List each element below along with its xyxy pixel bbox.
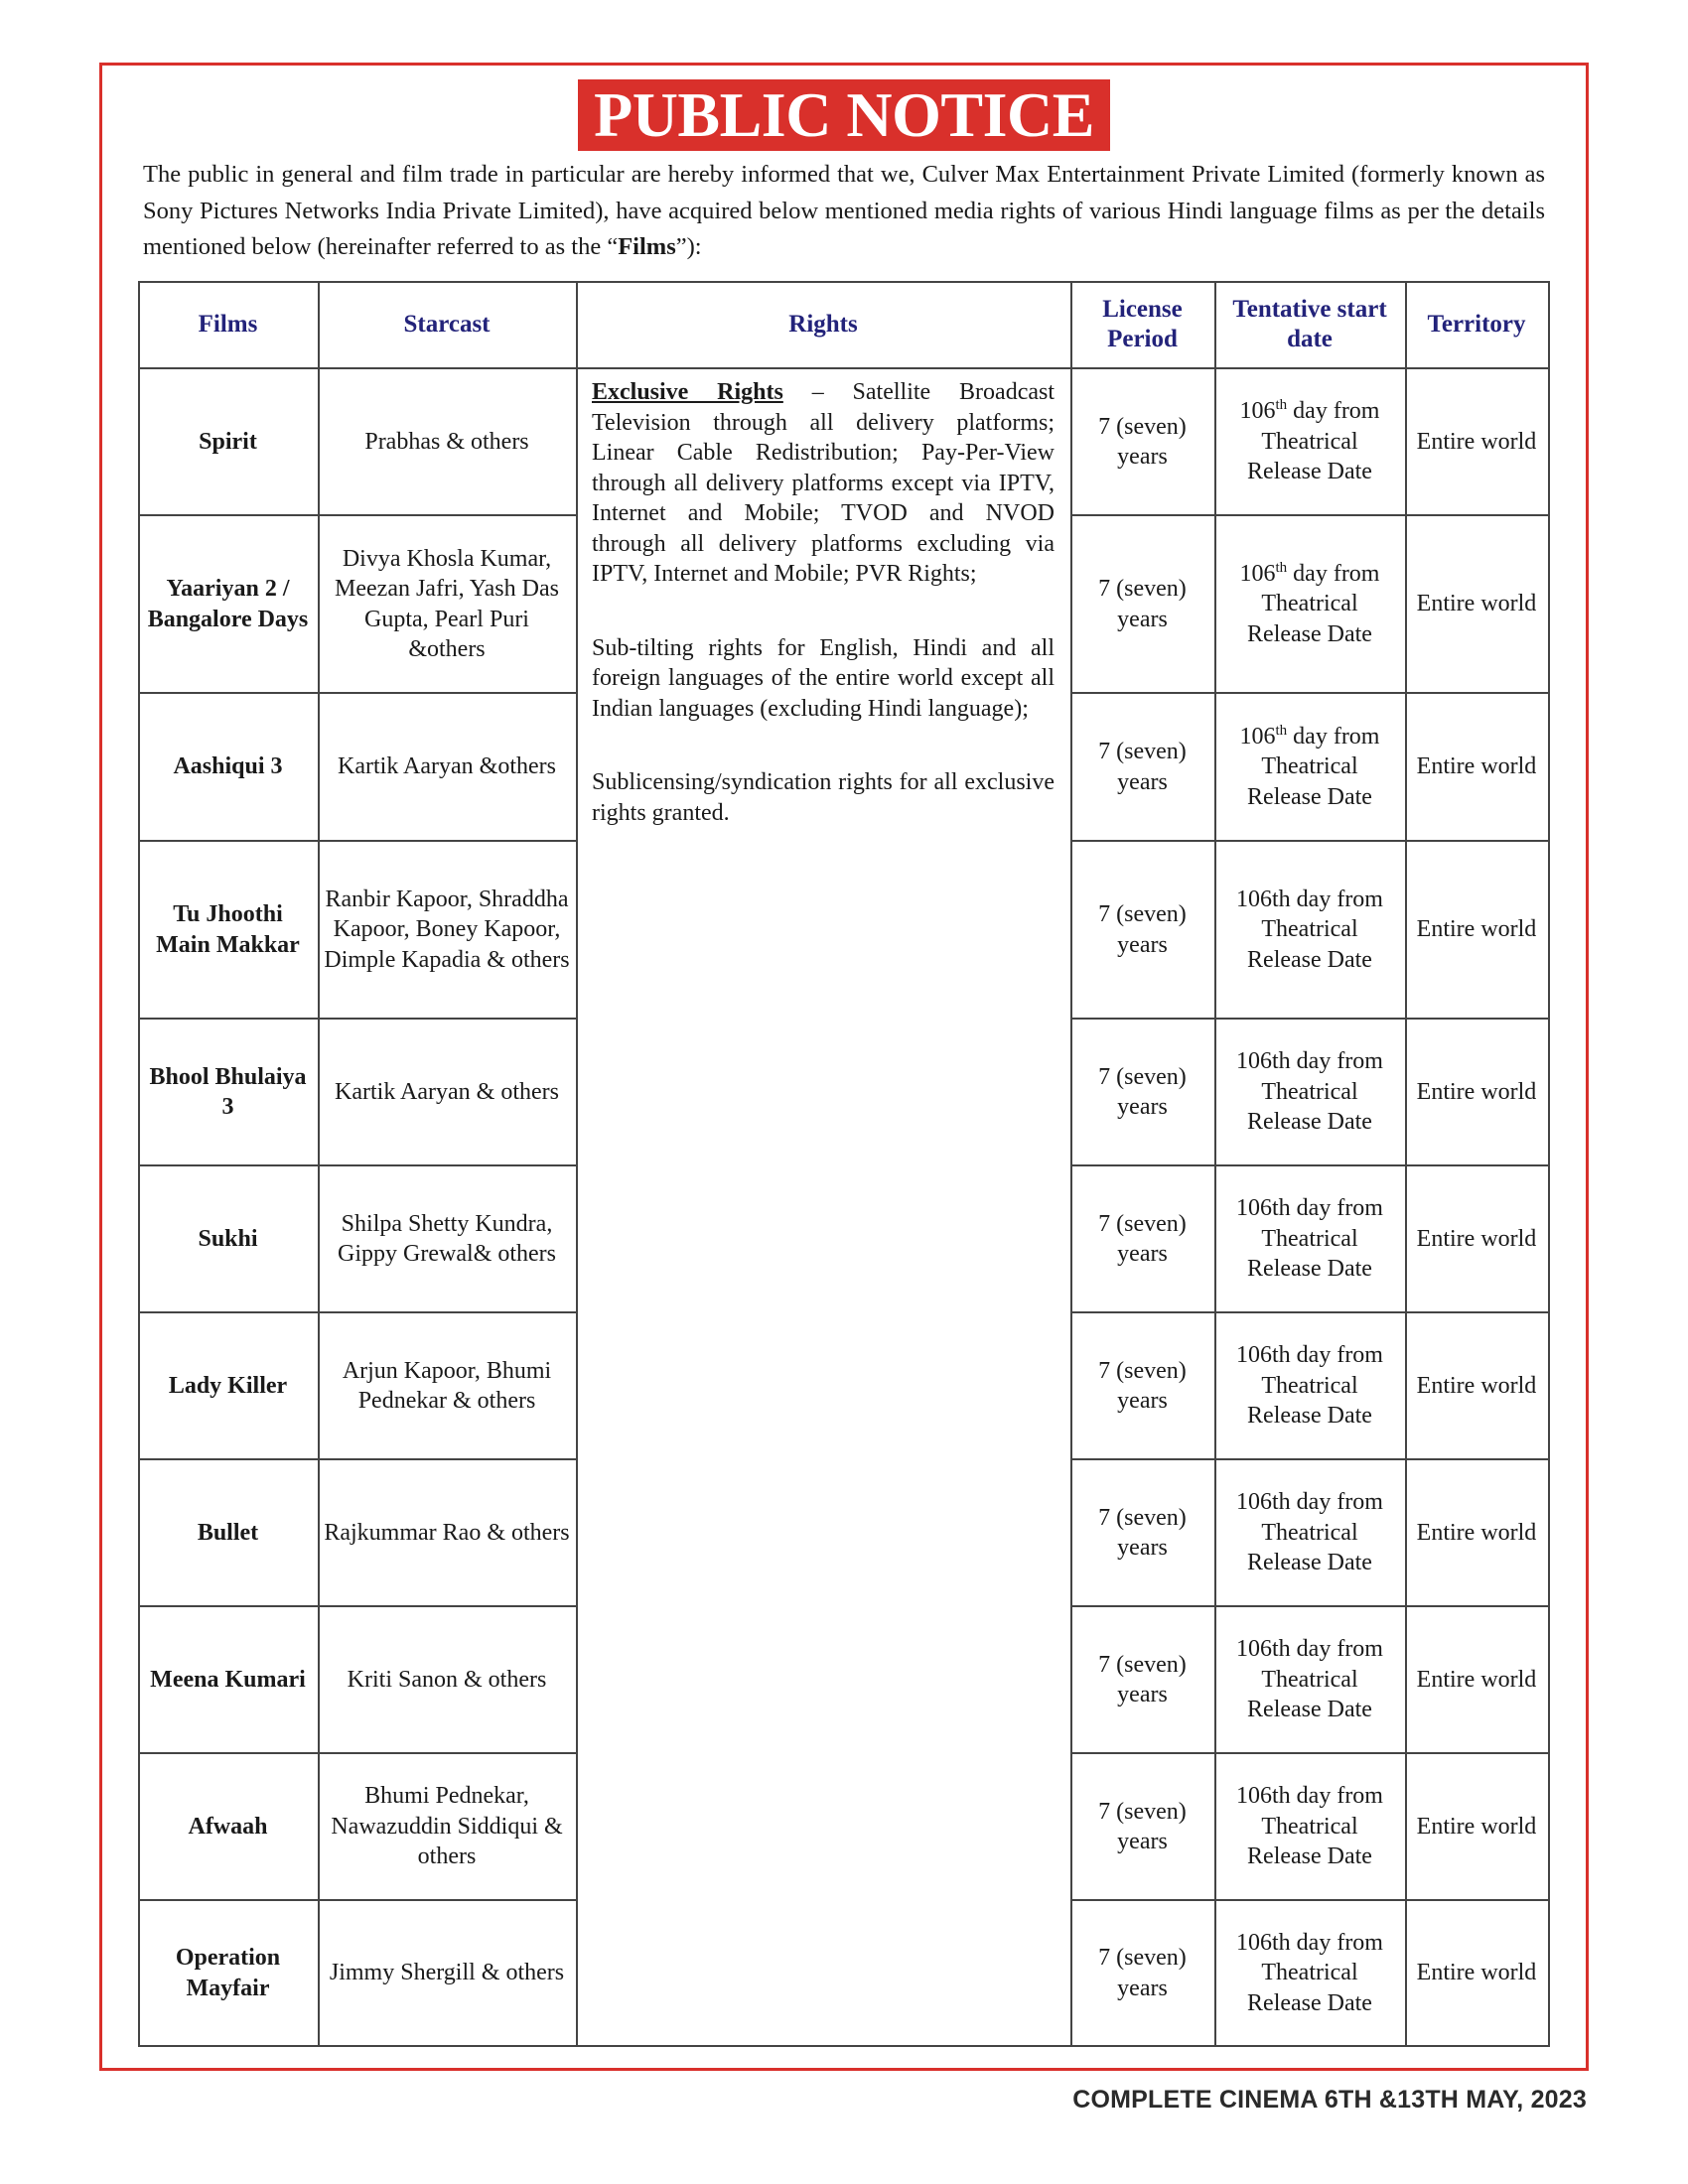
start-date-text — [1236, 1046, 1383, 1138]
intro-films-term: Films — [618, 233, 676, 260]
start-day-number: 106 — [1239, 398, 1276, 425]
territory: Entire world — [1416, 591, 1537, 617]
territory: Entire world — [1416, 1225, 1537, 1252]
start-day-suffix: th — [1275, 397, 1288, 414]
start-day-rest: day from Theatrical Release Date — [1247, 723, 1380, 810]
header-films: Films — [198, 310, 258, 338]
film-title: Operation Mayfair — [175, 1945, 281, 2001]
start-date — [1214, 369, 1405, 514]
start-day-rest: day from Theatrical Release Date — [1247, 1636, 1383, 1723]
rights-sublicensing: Sublicensing/syndication rights for all exclusive rights granted. — [592, 769, 1055, 826]
start-date-text — [1236, 722, 1383, 813]
starcast: Kriti Sanon & others — [347, 1666, 547, 1693]
film-title: Afwaah — [188, 1813, 268, 1840]
starcast: Ranbir Kapoor, Shraddha Kapoor, Boney Kapoor, Dimple Kapadia & others — [324, 886, 570, 973]
starcast: Rajkummar Rao & others — [324, 1519, 570, 1546]
license-period: 7 (seven) years — [1098, 1357, 1187, 1414]
start-day-number: 106th — [1236, 1636, 1291, 1663]
rights-text — [592, 377, 1055, 872]
license-period: 7 (seven) years — [1098, 1945, 1187, 2001]
start-date-text — [1236, 1781, 1383, 1872]
film-title: Yaariyan 2 / Bangalore Days — [147, 576, 309, 632]
territory: Entire world — [1416, 753, 1537, 780]
starcast: Kartik Aaryan & others — [335, 1078, 559, 1105]
table-rule — [1548, 281, 1550, 2047]
license-period: 7 (seven) years — [1098, 576, 1187, 632]
header-rights: Rights — [788, 310, 858, 338]
header-starcast: Starcast — [403, 310, 491, 338]
start-day-suffix: th — [1275, 722, 1288, 739]
start-day-rest: day from Theatrical Release Date — [1247, 1048, 1383, 1136]
intro-text: The public in general and film trade in particular are hereby informed that we, Culver Max Entertainment Private Limited (formerly known as Sony Pictures Networks India Private Limited), have acquired below mentioned media rights of various Hindi language films as per the details mentioned below (hereinafter referred to as the “ — [143, 161, 1545, 260]
starcast: Bhumi Pednekar, Nawazuddin Siddiqui & others — [331, 1783, 563, 1870]
start-date — [1214, 842, 1405, 1018]
start-date-text — [1236, 1340, 1383, 1432]
start-date-text — [1236, 559, 1383, 650]
film-title: Bullet — [197, 1519, 259, 1546]
start-day-rest: day from Theatrical Release Date — [1247, 1342, 1383, 1430]
start-day-number: 106 — [1239, 560, 1276, 587]
start-date-text — [1236, 885, 1383, 976]
start-date — [1214, 1166, 1405, 1311]
title-area — [0, 79, 1688, 151]
start-date-text — [1236, 1487, 1383, 1578]
start-day-number: 106th — [1236, 1342, 1291, 1369]
license-period: 7 (seven) years — [1098, 901, 1187, 958]
rights-exclusive — [592, 377, 1055, 590]
header-territory: Territory — [1427, 310, 1526, 338]
start-date — [1214, 694, 1405, 840]
start-date-text — [1236, 1193, 1383, 1285]
start-date-text — [1236, 1634, 1383, 1725]
start-date-text — [1236, 396, 1383, 487]
license-period: 7 (seven) years — [1098, 1210, 1187, 1267]
intro-text-end: ”): — [675, 233, 702, 260]
starcast: Kartik Aaryan &others — [338, 753, 556, 780]
territory: Entire world — [1416, 1372, 1537, 1399]
license-period: 7 (seven) years — [1098, 1063, 1187, 1120]
start-day-rest: day from Theatrical Release Date — [1247, 560, 1380, 647]
header-start: Tentative start date — [1232, 295, 1387, 352]
start-date — [1214, 1460, 1405, 1605]
territory: Entire world — [1416, 1813, 1537, 1840]
publication-footer: COMPLETE CINEMA 6TH &13TH MAY, 2023 — [1072, 2086, 1587, 2114]
rights-exclusive-text: – Satellite Broadcast Television through all delivery platforms; Linear Cable Redistribution; Pay-Per-View through all delivery platforms except via IPTV, Internet and Mobile; TVOD and NVOD through all delivery platforms excluding via IPTV, Internet and Mobile; PVR Rights; — [592, 379, 1055, 587]
film-title: Spirit — [199, 428, 257, 455]
start-date — [1214, 1313, 1405, 1458]
start-date-text — [1236, 1928, 1383, 2019]
territory: Entire world — [1416, 1666, 1537, 1693]
starcast: Prabhas & others — [364, 428, 529, 455]
territory: Entire world — [1416, 916, 1537, 943]
start-day-rest: day from Theatrical Release Date — [1247, 1929, 1383, 2016]
start-day-rest: day from Theatrical Release Date — [1247, 1783, 1383, 1870]
start-date — [1214, 1020, 1405, 1164]
territory: Entire world — [1416, 1960, 1537, 1986]
table-rule — [576, 281, 578, 2047]
start-date — [1214, 516, 1405, 692]
rights-subtitling: Sub-tilting rights for English, Hindi and all foreign languages of the entire world except all Indian languages (excluding Hindi language); — [592, 634, 1055, 722]
start-date — [1214, 1607, 1405, 1752]
start-day-rest: day from Theatrical Release Date — [1247, 1489, 1383, 1576]
intro-paragraph — [143, 157, 1545, 266]
start-date — [1214, 1901, 1405, 2045]
notice-title: PUBLIC NOTICE — [578, 79, 1110, 151]
license-period: 7 (seven) years — [1098, 413, 1187, 470]
start-day-number: 106th — [1236, 1048, 1291, 1075]
film-title: Lady Killer — [168, 1372, 288, 1399]
start-day-number: 106th — [1236, 1929, 1291, 1956]
table-rule — [138, 2045, 1550, 2047]
film-title: Bhool Bhulaiya 3 — [149, 1063, 307, 1120]
start-day-number: 106th — [1236, 1489, 1291, 1516]
film-title: Sukhi — [198, 1225, 258, 1252]
license-period: 7 (seven) years — [1098, 1504, 1187, 1561]
header-license: License Period — [1102, 295, 1183, 352]
start-day-number: 106th — [1236, 1195, 1291, 1222]
start-day-rest: day from Theatrical Release Date — [1247, 1195, 1383, 1283]
starcast: Divya Khosla Kumar, Meezan Jafri, Yash Das Gupta, Pearl Puri &others — [335, 545, 559, 662]
start-date — [1214, 1754, 1405, 1899]
license-period: 7 (seven) years — [1098, 739, 1187, 795]
film-title: Tu Jhoothi Main Makkar — [156, 901, 300, 958]
film-title: Aashiqui 3 — [173, 753, 283, 780]
start-day-number: 106 — [1239, 723, 1276, 750]
license-period: 7 (seven) years — [1098, 1651, 1187, 1707]
starcast: Jimmy Shergill & others — [329, 1960, 565, 1986]
territory: Entire world — [1416, 428, 1537, 455]
rights-exclusive-label: Exclusive Rights — [592, 379, 783, 405]
territory: Entire world — [1416, 1078, 1537, 1105]
start-day-rest: day from Theatrical Release Date — [1247, 398, 1380, 485]
territory: Entire world — [1416, 1519, 1537, 1546]
start-day-number: 106th — [1236, 886, 1291, 912]
license-period: 7 (seven) years — [1098, 1798, 1187, 1854]
start-day-suffix: th — [1275, 559, 1288, 576]
starcast: Arjun Kapoor, Bhumi Pednekar & others — [342, 1357, 552, 1414]
start-day-rest: day from Theatrical Release Date — [1247, 886, 1383, 973]
start-day-number: 106th — [1236, 1783, 1291, 1810]
starcast: Shilpa Shetty Kundra, Gippy Grewal& others — [338, 1210, 556, 1267]
film-title: Meena Kumari — [150, 1666, 306, 1693]
